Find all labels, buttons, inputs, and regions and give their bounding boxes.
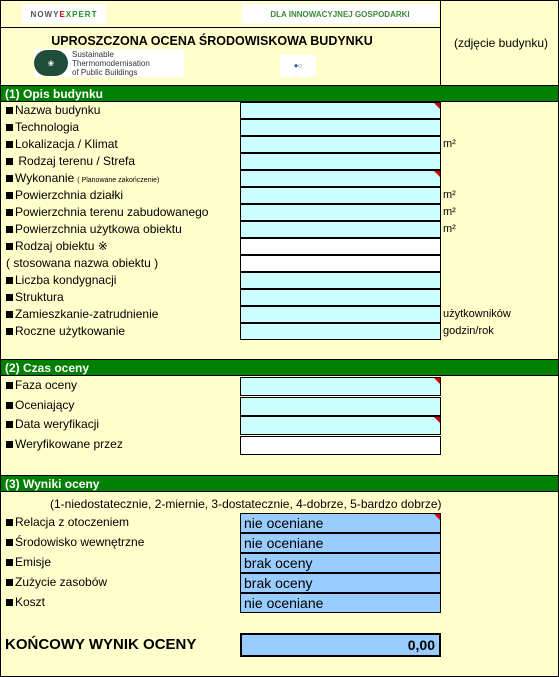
field-label-text: Zamieszkanie-zatrudnienie	[15, 307, 159, 321]
leaf-icon: ❀	[34, 50, 68, 76]
czas-field-input[interactable]	[240, 377, 441, 396]
field-label-text: Oceniający	[15, 398, 75, 412]
field-unit: m²	[443, 223, 456, 235]
field-label	[6, 306, 158, 323]
field-label-text: Faza oceny	[15, 378, 78, 392]
opis-field-input[interactable]	[240, 170, 441, 187]
field-label	[6, 204, 208, 221]
field-label	[6, 534, 144, 551]
bullet-square-icon	[6, 192, 13, 199]
bullet-square-icon	[6, 579, 13, 586]
field-label-text: ( stosowana nazwa obiektu )	[6, 256, 159, 270]
field-label-text: Rodzaj terenu / Strefa	[15, 154, 136, 168]
opis-field-input[interactable]	[240, 204, 441, 221]
field-label	[6, 136, 118, 153]
field-label	[6, 153, 135, 170]
wynik-field-value[interactable]: nie oceniane	[240, 593, 441, 613]
bullet-square-icon	[6, 158, 13, 165]
field-label-text: Roczne użytkowanie	[15, 324, 126, 338]
nowy-expert-logo: NOWY E XPERT	[22, 4, 106, 24]
bullet-square-icon	[6, 539, 13, 546]
opis-field-input[interactable]	[240, 187, 441, 204]
field-unit: m²	[443, 189, 456, 201]
opis-field-input[interactable]	[240, 119, 441, 136]
opis-field-input[interactable]	[240, 306, 441, 323]
field-label-text: Wykonanie	[15, 171, 75, 185]
field-label-note: ( Planowane zakończenie)	[77, 177, 160, 184]
field-label-text: Powierzchnia użytkowa obiektu	[15, 222, 182, 236]
section-czas-oceny-header: (2) Czas oceny	[1, 359, 558, 376]
wynik-field-value[interactable]: brak oceny	[240, 553, 441, 573]
bullet-square-icon	[6, 402, 13, 409]
bullet-square-icon	[6, 559, 13, 566]
field-label	[6, 102, 100, 119]
opis-field-input[interactable]	[240, 136, 441, 153]
bullet-square-icon	[6, 277, 13, 284]
field-label-text: Weryfikowane przez	[15, 437, 123, 451]
field-unit: użytkowników	[443, 308, 511, 320]
comment-marker-icon	[434, 514, 440, 520]
building-photo-placeholder: (zdjęcie budynku)	[453, 36, 549, 50]
field-label-text: Koszt	[15, 595, 46, 609]
final-score-value: 0,00	[240, 633, 441, 657]
field-label-text: Struktura	[15, 290, 64, 304]
final-score-label: KOŃCOWY WYNIK OCENY	[5, 636, 197, 653]
field-label-text: Data weryfikacji	[15, 417, 100, 431]
field-label	[6, 187, 123, 204]
field-label-text: Powierzchnia terenu zabudowanego	[15, 205, 209, 219]
bullet-square-icon	[6, 441, 13, 448]
field-label-text: Relacja z otoczeniem	[15, 515, 130, 529]
section-wyniki-oceny-header: (3) Wyniki oceny	[1, 475, 558, 492]
field-label	[6, 255, 158, 272]
field-label	[6, 554, 51, 571]
opis-field-input[interactable]	[240, 221, 441, 238]
partner-logo: ◆◇	[280, 55, 316, 77]
opis-field-input[interactable]	[240, 102, 441, 119]
bullet-square-icon	[6, 421, 13, 428]
bullet-square-icon	[6, 107, 13, 114]
bullet-square-icon	[6, 382, 13, 389]
field-label-text: Technologia	[15, 120, 80, 134]
field-label	[6, 416, 99, 433]
field-label	[6, 170, 159, 187]
field-label-text: Zużycie zasobów	[15, 575, 108, 589]
comment-marker-icon	[434, 417, 440, 423]
field-label	[6, 377, 77, 394]
bullet-square-icon	[6, 141, 13, 148]
opis-field-input[interactable]	[240, 255, 441, 272]
bullet-square-icon	[6, 599, 13, 606]
field-label	[6, 397, 74, 414]
section-opis-budynku-header: (1) Opis budynku	[1, 85, 558, 102]
field-label-text: Nazwa budynku	[15, 103, 101, 117]
field-unit: m²	[443, 206, 456, 218]
field-label-text: Liczba kondygnacji	[15, 273, 117, 287]
rating-scale-note: (1-niedostatecznie, 2-miernie, 3-dostatecznie, 4-dobrze, 5-bardzo dobrze)	[50, 497, 442, 511]
bullet-square-icon	[6, 226, 13, 233]
bullet-square-icon	[6, 243, 13, 250]
field-label	[6, 574, 107, 591]
field-label-text: Powierzchnia działki	[15, 188, 124, 202]
stpb-logo: ❀ Sustainable Thermomodernisation of Public Buildings	[34, 49, 184, 77]
field-label	[6, 221, 182, 238]
field-label	[6, 238, 108, 255]
field-label	[6, 119, 79, 136]
comment-marker-icon	[434, 171, 440, 177]
field-label	[6, 594, 45, 611]
wynik-field-value[interactable]: nie oceniane	[240, 533, 441, 553]
field-label-text: Środowisko wewnętrzne	[15, 535, 145, 549]
wynik-field-value[interactable]: nie oceniane	[240, 513, 441, 533]
header-separator	[0, 27, 440, 28]
bullet-square-icon	[6, 519, 13, 526]
field-unit: godzin/rok	[443, 325, 494, 337]
bullet-square-icon	[6, 209, 13, 216]
bullet-square-icon	[6, 311, 13, 318]
opis-field-input[interactable]	[240, 289, 441, 306]
field-label-text: Emisje	[15, 555, 52, 569]
opis-field-input[interactable]	[240, 238, 441, 255]
field-label-text: Lokalizacja / Klimat	[15, 137, 118, 151]
innowacyjna-gospodarka-logo: DLA INNOWACYJNEJ GOSPODARKI	[242, 4, 438, 24]
bullet-square-icon	[6, 328, 13, 335]
opis-field-input[interactable]	[240, 323, 441, 340]
czas-field-input[interactable]	[240, 436, 441, 455]
bullet-square-icon	[6, 175, 13, 182]
field-label	[6, 323, 125, 340]
field-label	[6, 436, 123, 453]
comment-marker-icon	[434, 103, 440, 109]
page-title: UPROSZCZONA OCENA ŚRODOWISKOWA BUDYNKU	[51, 34, 373, 48]
czas-field-input[interactable]	[240, 416, 441, 435]
opis-field-input[interactable]	[240, 272, 441, 289]
field-label	[6, 514, 129, 531]
field-unit: m²	[443, 138, 456, 150]
wynik-field-value[interactable]: brak oceny	[240, 573, 441, 593]
opis-field-input[interactable]	[240, 153, 441, 170]
field-label-text: Rodzaj obiektu ※	[15, 239, 108, 253]
field-label	[6, 272, 116, 289]
header-divider	[440, 0, 441, 85]
bullet-square-icon	[6, 124, 13, 131]
czas-field-input[interactable]	[240, 397, 441, 416]
comment-marker-icon	[434, 378, 440, 384]
field-label	[6, 289, 64, 306]
bullet-square-icon	[6, 294, 13, 301]
